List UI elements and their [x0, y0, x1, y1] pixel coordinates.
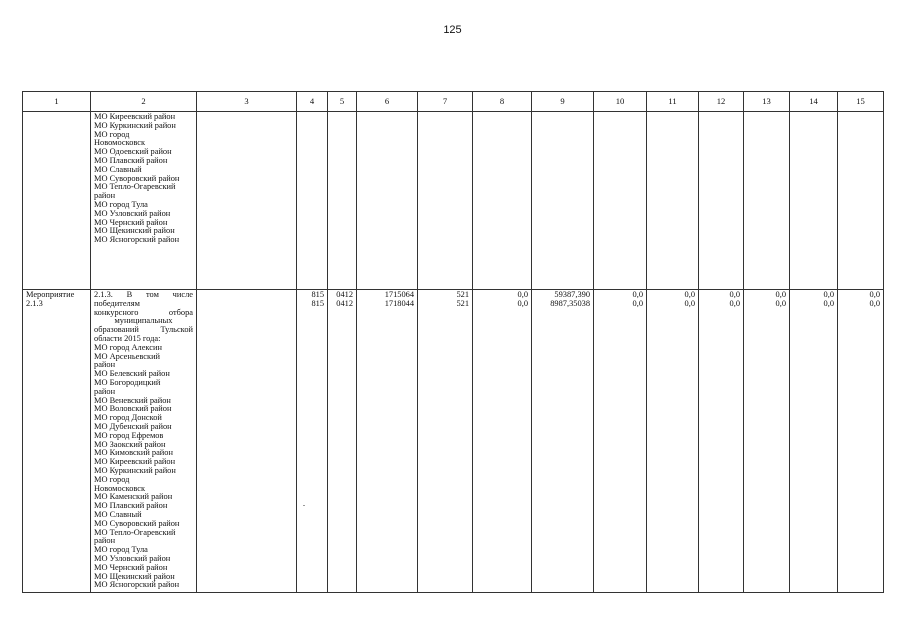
table-cell	[699, 290, 744, 593]
activity-number: 2.1.3	[26, 298, 43, 308]
list-item: Новомосковск	[94, 483, 146, 493]
header-row	[23, 92, 884, 112]
activity-description: муниципальных	[114, 316, 173, 326]
table-cell	[532, 290, 594, 593]
table-cell	[197, 112, 297, 290]
header-cell: 2	[91, 92, 197, 112]
header-cell: 7	[418, 92, 473, 112]
cell-value: 0,0	[823, 290, 834, 299]
scan-mark	[303, 505, 305, 506]
list-item: МО Щекинский район	[94, 571, 175, 581]
cell-value: 0,0	[684, 298, 695, 308]
header-cell: 14	[790, 92, 838, 112]
list-item: МО Воловский район	[94, 404, 172, 414]
list-item: МО Суворовский район	[94, 173, 180, 183]
list-item: МО Чернский район	[94, 562, 168, 572]
header-cell: 6	[357, 92, 418, 112]
table-cell	[297, 112, 328, 290]
cell-value: 815	[311, 290, 324, 299]
header-cell: 1	[23, 92, 91, 112]
list-item: Новомосковск	[94, 138, 146, 148]
list-item: МО город Донской	[94, 413, 162, 423]
activity-description: конкурсного отбора	[94, 307, 193, 317]
table-cell	[357, 290, 418, 593]
table-cell	[744, 112, 790, 290]
header-cell: 12	[699, 92, 744, 112]
list-item: МО Тепло-Огаревский	[94, 182, 176, 192]
list-item: МО город Алексин	[94, 342, 162, 352]
table-cell	[473, 290, 532, 593]
header-cell: 10	[594, 92, 647, 112]
header-cell: 4	[297, 92, 328, 112]
header-cell: 3	[197, 92, 297, 112]
cell-value: 0,0	[775, 298, 786, 308]
page-number: 125	[443, 24, 462, 36]
table-cell	[594, 290, 647, 593]
cell-value: 1715064	[384, 290, 414, 299]
cell-value: 0,0	[869, 290, 880, 299]
table-cell	[647, 112, 699, 290]
table-cell	[23, 112, 91, 290]
list-item: МО Дубенский район	[94, 421, 172, 431]
list-item: район	[94, 536, 116, 546]
list-item: МО город Ефремов	[94, 430, 164, 440]
activity-description: победителям	[94, 298, 140, 308]
header-cell: 5	[328, 92, 357, 112]
activity-label-cell	[23, 290, 91, 593]
list-item: МО Тепло-Огаревский	[94, 527, 176, 537]
table-cell	[328, 112, 357, 290]
cell-value: 0,0	[517, 298, 528, 308]
cell-value: 0,0	[869, 298, 880, 308]
list-item: район	[94, 386, 116, 396]
table-cell	[418, 112, 473, 290]
list-item: район	[94, 360, 116, 370]
list-item: МО Богородицкий	[94, 377, 161, 387]
list-item: МО Славный	[94, 164, 142, 174]
header-cell: 9	[532, 92, 594, 112]
table-cell	[328, 290, 357, 593]
list-item: МО Куркинский район	[94, 465, 176, 475]
table-cell	[790, 290, 838, 593]
cell-value: 0,0	[684, 290, 695, 299]
list-item: МО Веневский район	[94, 395, 171, 405]
cell-value: 0,0	[823, 298, 834, 308]
header-cell: 15	[838, 92, 884, 112]
list-item: МО Одоевский район	[94, 147, 172, 157]
cell-value: 0,0	[775, 290, 786, 299]
cell-value: 815	[311, 298, 324, 308]
activity-description: 2.1.3. В том числе	[94, 290, 193, 299]
cell-value: 0412	[336, 298, 353, 308]
cell-value: 8987,35038	[550, 298, 590, 308]
list-item: МО Арсеньевский	[94, 351, 161, 361]
header-cell: 11	[647, 92, 699, 112]
cell-value: 0412	[336, 290, 353, 299]
list-item: район	[94, 191, 116, 201]
table-cell	[532, 112, 594, 290]
list-item: МО город Тула	[94, 545, 148, 555]
list-item: МО Суворовский район	[94, 518, 180, 528]
list-item: МО Куркинский район	[94, 120, 176, 130]
activity-label: Мероприятие	[26, 290, 75, 299]
table-cell	[357, 112, 418, 290]
cell-value: 0,0	[729, 290, 740, 299]
list-item: МО Каменский район	[94, 492, 173, 502]
list-item: МО Ясногорский район	[94, 580, 180, 590]
activity-description: области 2015 года:	[94, 333, 161, 343]
municipality-list	[91, 112, 197, 290]
list-item: МО Славный	[94, 509, 142, 519]
table-cell	[418, 290, 473, 593]
list-item: МО Заокский район	[94, 439, 166, 449]
table-cell	[699, 112, 744, 290]
cell-value: 521	[456, 298, 469, 308]
table-row	[23, 290, 884, 593]
list-item: МО Щекинский район	[94, 226, 175, 236]
header-cell: 8	[473, 92, 532, 112]
cell-value: 1718044	[384, 298, 414, 308]
list-item: МО город	[94, 474, 130, 484]
list-item: МО Кимовский район	[94, 448, 173, 458]
cell-value: 0,0	[729, 298, 740, 308]
list-item: МО Плавский район	[94, 155, 168, 165]
list-item: МО Киреевский район	[94, 112, 176, 121]
table-cell	[838, 290, 884, 593]
list-item: МО Киреевский район	[94, 457, 176, 467]
cell-value: 59387,390	[554, 290, 590, 299]
cell-value: 0,0	[632, 298, 643, 308]
list-item: МО Ясногорский район	[94, 235, 180, 245]
cell-value: 521	[456, 290, 469, 299]
table-cell	[297, 290, 328, 593]
list-item: МО город Тула	[94, 199, 148, 209]
table-cell	[594, 112, 647, 290]
table-cell	[744, 290, 790, 593]
table-cell	[790, 112, 838, 290]
header-cell: 13	[744, 92, 790, 112]
table-cell	[838, 112, 884, 290]
list-item: МО Чернский район	[94, 217, 168, 227]
municipality-list	[91, 290, 197, 593]
cell-value: 0,0	[632, 290, 643, 299]
cell-value: 0,0	[517, 290, 528, 299]
table-cell	[473, 112, 532, 290]
table-cell	[647, 290, 699, 593]
list-item: МО Белевский район	[94, 369, 170, 379]
table-cell	[197, 290, 297, 593]
activity-description: образований Тульской	[94, 325, 193, 335]
list-item: МО город	[94, 129, 130, 139]
list-item: МО Узловский район	[94, 208, 171, 218]
budget-table	[22, 91, 884, 593]
list-item: МО Плавский район	[94, 501, 168, 511]
table-row	[23, 112, 884, 290]
list-item: МО Узловский район	[94, 553, 171, 563]
